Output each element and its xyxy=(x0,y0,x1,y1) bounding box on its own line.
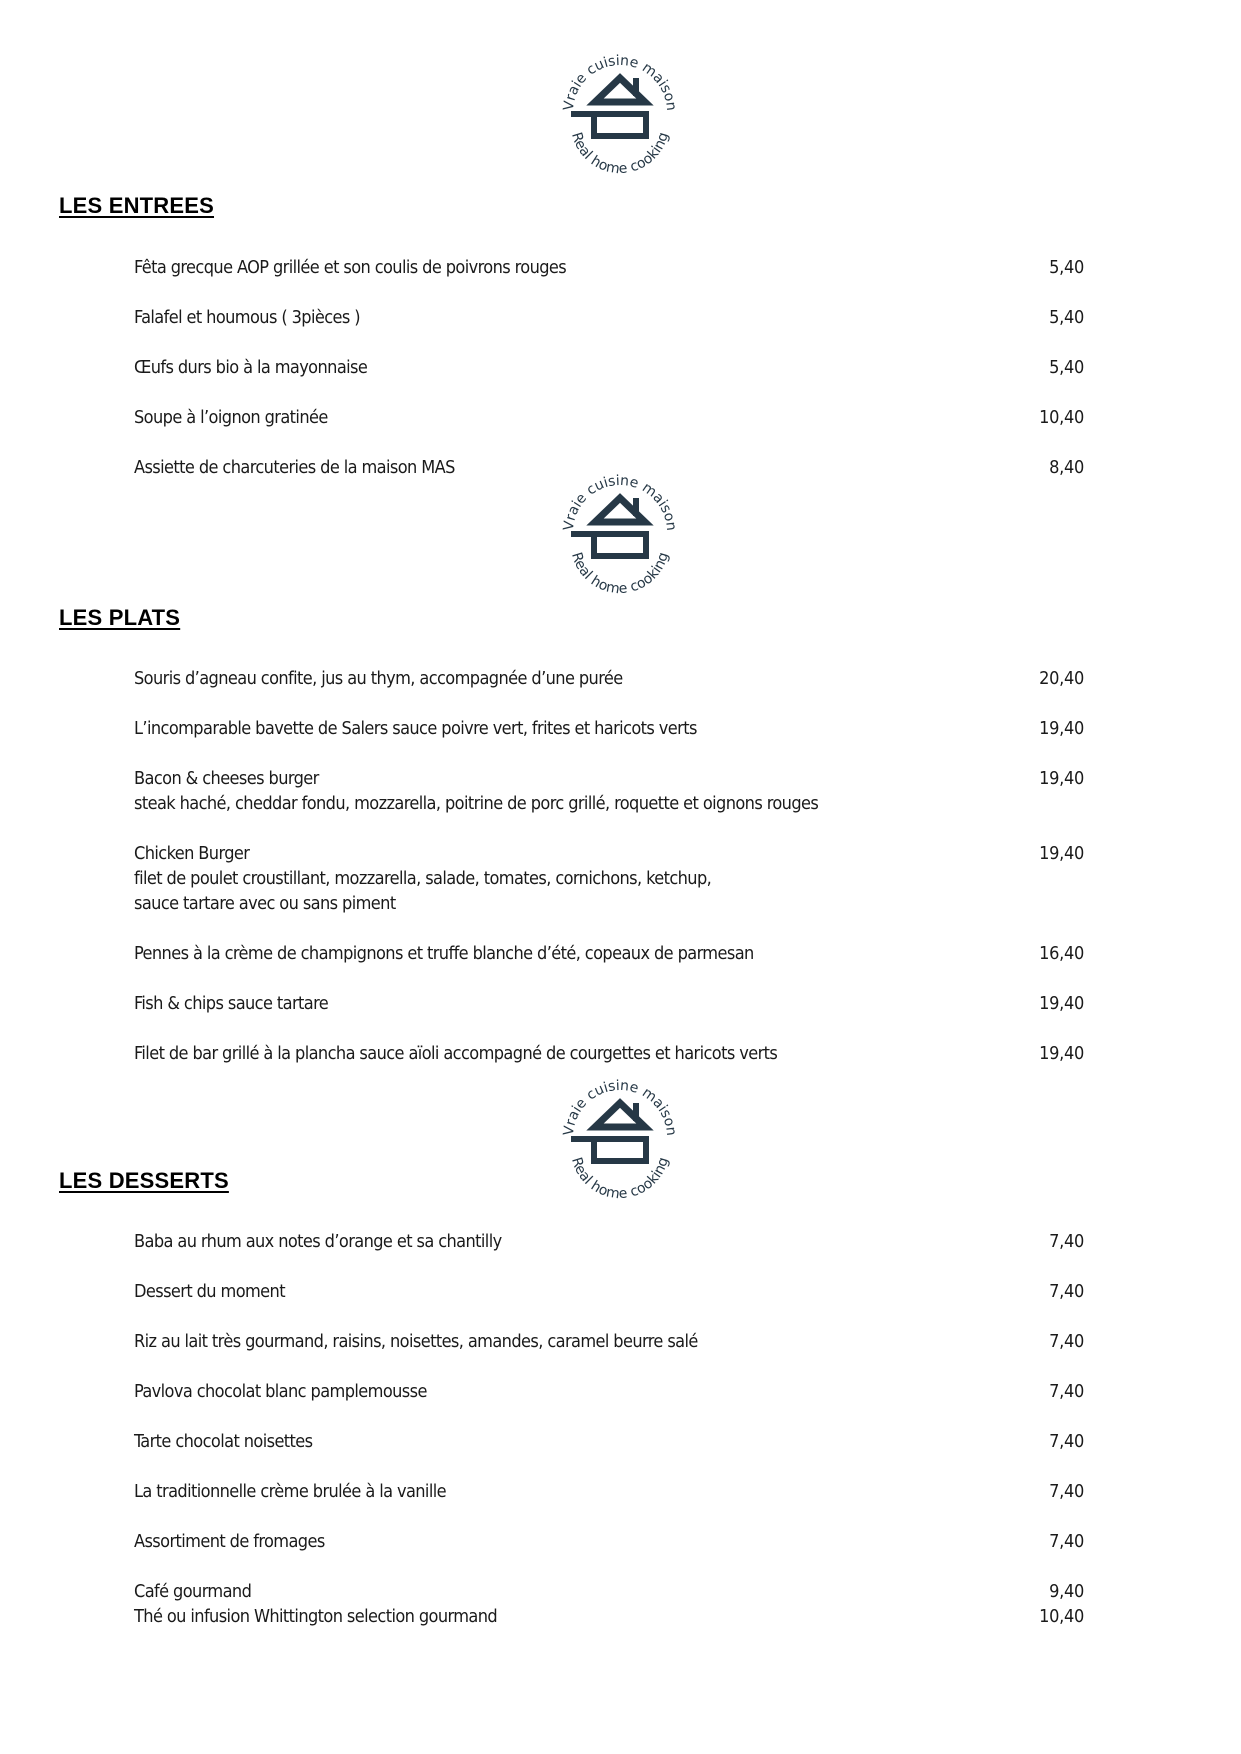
menu-item xyxy=(134,1041,1084,1066)
item-name: Falafel et houmous ( 3pièces ) xyxy=(134,307,361,328)
section-title-plats: LES PLATS xyxy=(59,605,181,630)
item-name: Chicken Burger xyxy=(134,843,250,864)
item-name: Baba au rhum aux notes d’orange et sa chantilly xyxy=(134,1231,502,1252)
menu-item xyxy=(134,455,1084,480)
item-description: filet de poulet croustillant, mozzarella, salade, tomates, cornichons, ketchup, xyxy=(134,868,712,889)
item-price: 19,40 xyxy=(1039,718,1084,739)
item-price: 7,40 xyxy=(1049,1331,1084,1352)
item-name: L’incomparable bavette de Salers sauce poivre vert, frites et haricots verts xyxy=(134,718,697,739)
item-price: 7,40 xyxy=(1049,1281,1084,1302)
section-title-desserts: LES DESSERTS xyxy=(59,1168,229,1193)
item-name: Dessert du moment xyxy=(134,1281,285,1302)
item-price: 5,40 xyxy=(1049,257,1084,278)
item-name: Pennes à la crème de champignons et truffe blanche d’été, copeaux de parmesan xyxy=(134,943,754,964)
item-price: 7,40 xyxy=(1049,1481,1084,1502)
item-price: 5,40 xyxy=(1049,307,1084,328)
item-price: 5,40 xyxy=(1049,357,1084,378)
house-logo-icon xyxy=(555,470,685,600)
menu-item xyxy=(134,1279,1084,1304)
house-logo-icon xyxy=(555,50,685,180)
item-name: Filet de bar grillé à la plancha sauce aïoli accompagné de courgettes et haricots verts xyxy=(134,1043,778,1064)
item-price: 8,40 xyxy=(1049,457,1084,478)
item-name: Souris d’agneau confite, jus au thym, accompagnée d’une purée xyxy=(134,668,623,689)
item-price: 10,40 xyxy=(1039,1606,1084,1627)
menu-item xyxy=(134,1329,1084,1354)
item-name: Pavlova chocolat blanc pamplemousse xyxy=(134,1381,427,1402)
svg-text:Vraie cuisine maison: Vraie cuisine maison xyxy=(560,52,680,112)
svg-text:Vraie cuisine maison: Vraie cuisine maison xyxy=(560,1077,680,1137)
menu-item xyxy=(134,355,1084,380)
item-name: Assiette de charcuteries de la maison MAS xyxy=(134,457,455,478)
item-name: Fêta grecque AOP grillée et son coulis de poivrons rouges xyxy=(134,257,567,278)
item-price: 19,40 xyxy=(1039,1043,1084,1064)
menu-item xyxy=(134,255,1084,280)
item-price: 20,40 xyxy=(1039,668,1084,689)
menu-item xyxy=(134,1379,1084,1404)
item-price: 10,40 xyxy=(1039,407,1084,428)
menu-item xyxy=(134,1579,1084,1629)
svg-text:Real home cooking: Real home cooking xyxy=(568,550,672,598)
menu-item xyxy=(134,1529,1084,1554)
item-price: 7,40 xyxy=(1049,1381,1084,1402)
menu-item xyxy=(134,1229,1084,1254)
menu-item xyxy=(134,841,1084,916)
svg-text:Vraie cuisine maison: Vraie cuisine maison xyxy=(560,472,680,532)
menu-item xyxy=(134,991,1084,1016)
item-name: Tarte chocolat noisettes xyxy=(134,1431,313,1452)
menu-item xyxy=(134,666,1084,691)
house-logo-icon xyxy=(555,1075,685,1205)
item-name: Soupe à l’oignon gratinée xyxy=(134,407,328,428)
item-price: 7,40 xyxy=(1049,1431,1084,1452)
item-name: Fish & chips sauce tartare xyxy=(134,993,329,1014)
fait-maison-logo xyxy=(555,50,685,180)
item-description: steak haché, cheddar fondu, mozzarella, poitrine de porc grillé, roquette et oignons rouges xyxy=(134,793,819,814)
item-price: 7,40 xyxy=(1049,1531,1084,1552)
fait-maison-logo xyxy=(555,1075,685,1205)
menu-item xyxy=(134,1429,1084,1454)
fait-maison-logo xyxy=(555,470,685,600)
item-name: Œufs durs bio à la mayonnaise xyxy=(134,357,368,378)
item-description: sauce tartare avec ou sans piment xyxy=(134,893,396,914)
menu-item xyxy=(134,941,1084,966)
menu-item xyxy=(134,1479,1084,1504)
item-price: 19,40 xyxy=(1039,768,1084,789)
item-name: La traditionnelle crème brulée à la vanille xyxy=(134,1481,446,1502)
item-name: Bacon & cheeses burger xyxy=(134,768,319,789)
item-name: Café gourmand xyxy=(134,1581,252,1602)
item-price: 7,40 xyxy=(1049,1231,1084,1252)
item-price: 19,40 xyxy=(1039,843,1084,864)
menu-item xyxy=(134,305,1084,330)
svg-text:Real home cooking: Real home cooking xyxy=(568,1155,672,1203)
item-price: 16,40 xyxy=(1039,943,1084,964)
section-title-entrees: LES ENTREES xyxy=(59,193,215,218)
item-price: 9,40 xyxy=(1049,1581,1084,1602)
menu-item xyxy=(134,405,1084,430)
item-price: 19,40 xyxy=(1039,993,1084,1014)
item-name: Thé ou infusion Whittington selection gourmand xyxy=(134,1606,498,1627)
svg-text:Real home cooking: Real home cooking xyxy=(568,130,672,178)
menu-item xyxy=(134,766,1084,816)
item-name: Assortiment de fromages xyxy=(134,1531,325,1552)
menu-item xyxy=(134,716,1084,741)
item-name: Riz au lait très gourmand, raisins, noisettes, amandes, caramel beurre salé xyxy=(134,1331,698,1352)
